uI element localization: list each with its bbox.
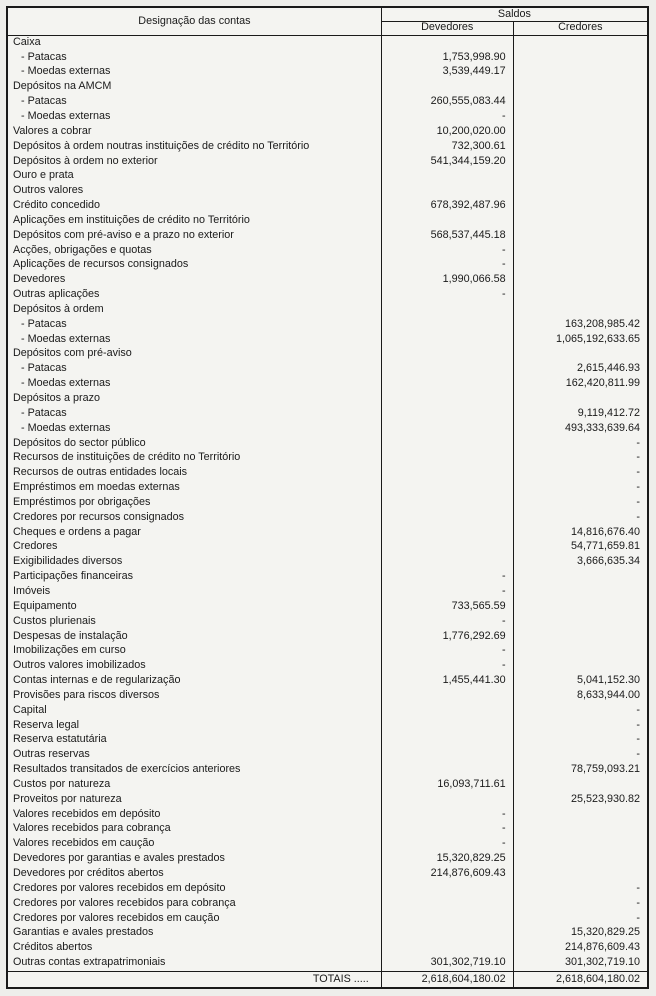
credores-value [513,35,648,50]
devedores-value: 10,200,020.00 [381,124,513,139]
devedores-value [381,332,513,347]
credores-value [513,228,648,243]
account-label: - Patacas [21,95,67,108]
credores-value [513,599,648,614]
credores-value [513,347,648,362]
account-label: Outras contas extrapatrimoniais [13,956,166,969]
credores-value [513,302,648,317]
account-label: Credores por valores recebidos em depósito [13,881,226,894]
account-label: Depósitos do sector público [13,436,146,449]
balance-table [6,6,649,989]
account-label: Cheques e ordens a pagar [13,525,141,538]
credores-value: 14,816,676.40 [513,525,648,540]
devedores-value [381,421,513,436]
credores-value: - [513,703,648,718]
devedores-value: 541,344,159.20 [381,154,513,169]
devedores-value: - [381,614,513,629]
credores-value: - [513,733,648,748]
account-label: - Moedas externas [21,109,111,122]
devedores-value [381,718,513,733]
credores-value: 163,208,985.42 [513,317,648,332]
account-label: - Patacas [21,406,67,419]
account-label: Depósitos a prazo [13,392,101,404]
totals-label: TOTAIS ..... [7,971,381,988]
column-header-credores: Credores [513,21,648,35]
table-row [7,851,648,866]
table-row [7,777,648,792]
credores-value [513,614,648,629]
credores-value: - [513,436,648,451]
credores-value [513,258,648,273]
credores-value: - [513,510,648,525]
account-label: Garantias e avales prestados [13,926,154,939]
devedores-value: 1,455,441.30 [381,673,513,688]
table-row [7,258,648,273]
table-row [7,658,648,673]
credores-value [513,109,648,124]
devedores-value [381,703,513,718]
credores-value [513,273,648,288]
devedores-value [381,451,513,466]
account-label: Valores recebidos em caução [13,837,155,850]
account-label: Depósitos com pré-aviso e a prazo no exterior [13,228,234,241]
account-label: Acções, obrigações e quotas [13,243,152,256]
devedores-value: 732,300.61 [381,139,513,154]
devedores-value [381,376,513,391]
devedores-value [381,495,513,510]
table-row [7,302,648,317]
account-label: Empréstimos em moedas externas [13,481,180,494]
devedores-value: 260,555,083.44 [381,94,513,109]
account-label: Credores por valores recebidos para cobrança [13,896,236,909]
account-label: Despesas de instalação [13,629,128,642]
devedores-value [381,881,513,896]
table-row [7,287,648,302]
table-row [7,629,648,644]
table-row [7,406,648,421]
devedores-value [381,525,513,540]
table-row [7,881,648,896]
devedores-value: 678,392,487.96 [381,198,513,213]
devedores-value: 568,537,445.18 [381,228,513,243]
account-label: Reserva legal [13,718,80,731]
table-row [7,807,648,822]
table-body [7,35,648,971]
column-header-saldos: Saldos [381,7,648,21]
table-row [7,183,648,198]
account-label: Recursos de outras entidades locais [13,466,188,479]
devedores-value: 301,302,719.10 [381,955,513,971]
table-row [7,169,648,184]
account-label: Proveitos por natureza [13,792,122,805]
credores-value [513,65,648,80]
account-label: Reserva estatutária [13,733,107,746]
column-header-designacao: Designação das contas [7,7,381,35]
credores-value [513,777,648,792]
account-label: Valores recebidos para cobrança [13,822,171,835]
account-label: Credores por recursos consignados [13,510,185,523]
table-row [7,940,648,955]
credores-value [513,94,648,109]
credores-value [513,139,648,154]
devedores-value [381,555,513,570]
devedores-value [381,911,513,926]
devedores-value [381,436,513,451]
table-row [7,926,648,941]
account-label: Outros valores imobilizados [13,659,146,672]
devedores-value: 1,753,998.90 [381,50,513,65]
table-header [7,7,648,35]
devedores-value [381,169,513,184]
credores-value: - [513,718,648,733]
table-row [7,495,648,510]
devedores-value [381,317,513,332]
account-label: Capital [13,703,47,716]
table-row [7,421,648,436]
devedores-value [381,926,513,941]
credores-value [513,287,648,302]
table-row [7,213,648,228]
table-row [7,228,648,243]
table-row [7,94,648,109]
devedores-value: 15,320,829.25 [381,851,513,866]
credores-value [513,80,648,95]
account-label: Créditos abertos [13,941,93,954]
table-footer [7,971,648,988]
totals-credores-value: 2,618,604,180.02 [513,971,648,988]
table-row [7,451,648,466]
devedores-value [381,480,513,495]
credores-value: 2,615,446.93 [513,362,648,377]
devedores-value: - [381,243,513,258]
devedores-value: - [381,807,513,822]
account-label: Depósitos com pré-aviso [13,347,132,360]
credores-value: - [513,881,648,896]
account-label: Imóveis [13,584,51,597]
column-header-devedores: Devedores [381,21,513,35]
credores-value [513,851,648,866]
account-label: Ouro e prata [13,169,74,182]
table-row [7,911,648,926]
table-row [7,480,648,495]
devedores-value: - [381,109,513,124]
credores-value: 15,320,829.25 [513,926,648,941]
credores-value [513,822,648,837]
credores-value [513,213,648,228]
credores-value: - [513,911,648,926]
table-row [7,198,648,213]
credores-value [513,807,648,822]
table-row [7,80,648,95]
credores-value [513,658,648,673]
table-row [7,718,648,733]
account-label: Provisões para riscos diversos [13,688,160,701]
credores-value: 8,633,944.00 [513,688,648,703]
credores-value [513,629,648,644]
account-label: Outras aplicações [13,288,100,301]
account-label: - Moedas externas [21,332,111,345]
devedores-value [381,940,513,955]
table-row [7,347,648,362]
devedores-value: - [381,658,513,673]
devedores-value [381,213,513,228]
table-row [7,703,648,718]
table-row [7,792,648,807]
credores-value: 25,523,930.82 [513,792,648,807]
table-row [7,673,648,688]
table-row [7,243,648,258]
devedores-value [381,896,513,911]
devedores-value [381,762,513,777]
table-row [7,733,648,748]
credores-value: 214,876,609.43 [513,940,648,955]
table-row [7,124,648,139]
account-label: Credores [13,540,58,553]
credores-value: - [513,451,648,466]
table-row [7,555,648,570]
credores-value [513,124,648,139]
credores-value [513,183,648,198]
table-row [7,762,648,777]
account-label: - Patacas [21,362,67,375]
devedores-value: 1,776,292.69 [381,629,513,644]
credores-value: 162,420,811.99 [513,376,648,391]
table-row [7,273,648,288]
account-label: Outras reservas [13,748,90,761]
table-row [7,50,648,65]
account-label: Depósitos à ordem no exterior [13,154,158,167]
credores-value [513,584,648,599]
account-label: Devedores por garantias e avales prestados [13,852,225,865]
table-row [7,510,648,525]
table-row [7,362,648,377]
credores-value [513,169,648,184]
credores-value: 78,759,093.21 [513,762,648,777]
account-label: - Patacas [21,317,67,330]
table-row [7,35,648,50]
devedores-value: - [381,287,513,302]
account-label: - Moedas externas [21,65,111,78]
devedores-value [381,688,513,703]
table-row [7,525,648,540]
credores-value: 54,771,659.81 [513,540,648,555]
account-label: Crédito concedido [13,199,101,212]
account-label: - Patacas [21,50,67,63]
account-label: - Moedas externas [21,421,111,434]
devedores-value [381,391,513,406]
account-label: Caixa [13,36,41,48]
devedores-value [381,510,513,525]
credores-value: 5,041,152.30 [513,673,648,688]
table-row [7,822,648,837]
table-row [7,139,648,154]
credores-value [513,644,648,659]
credores-value: 493,333,639.64 [513,421,648,436]
account-label: Aplicações de recursos consignados [13,258,189,271]
account-label: Exigibilidades diversos [13,555,123,568]
devedores-value [381,792,513,807]
table-row [7,317,648,332]
credores-value [513,569,648,584]
account-label: Depósitos na AMCM [13,80,112,93]
devedores-value: - [381,258,513,273]
account-label: Devedores por créditos abertos [13,867,164,879]
devedores-value: 214,876,609.43 [381,866,513,881]
devedores-value [381,35,513,50]
table-row [7,65,648,80]
account-label: Contas internas e de regularização [13,674,181,687]
account-label: Valores recebidos em depósito [13,807,161,820]
credores-value: - [513,495,648,510]
table-row [7,688,648,703]
account-label: Equipamento [13,599,77,612]
account-label: - Moedas externas [21,377,111,390]
credores-value: 301,302,719.10 [513,955,648,971]
table-row [7,866,648,881]
credores-value [513,866,648,881]
credores-value: 9,119,412.72 [513,406,648,421]
devedores-value: - [381,837,513,852]
table-row [7,748,648,763]
credores-value: - [513,896,648,911]
devedores-value: - [381,644,513,659]
table-row [7,584,648,599]
credores-value: - [513,480,648,495]
account-label: Custos plurienais [13,614,96,627]
devedores-value: - [381,584,513,599]
devedores-value [381,80,513,95]
devedores-value: 733,565.59 [381,599,513,614]
table-row [7,837,648,852]
account-label: Recursos de instituições de crédito no Território [13,451,241,464]
credores-value [513,154,648,169]
devedores-value [381,406,513,421]
devedores-value [381,362,513,377]
table-row [7,465,648,480]
credores-value [513,50,648,65]
table-row [7,614,648,629]
account-label: Participações financeiras [13,570,134,583]
totals-row [7,971,648,988]
devedores-value: - [381,569,513,584]
credores-value [513,198,648,213]
credores-value: 3,666,635.34 [513,555,648,570]
credores-value: - [513,465,648,480]
devedores-value [381,302,513,317]
account-label: Credores por valores recebidos em caução [13,911,220,924]
credores-value: 1,065,192,633.65 [513,332,648,347]
devedores-value [381,540,513,555]
devedores-value: - [381,822,513,837]
table-row [7,154,648,169]
table-row [7,109,648,124]
table-row [7,896,648,911]
devedores-value [381,733,513,748]
account-label: Custos por natureza [13,777,111,790]
devedores-value [381,748,513,763]
account-label: Resultados transitados de exercícios anteriores [13,763,241,776]
table-row [7,391,648,406]
table-row [7,955,648,971]
account-label: Valores a cobrar [13,124,92,137]
account-label: Imobilizações em curso [13,644,126,657]
table-row [7,599,648,614]
devedores-value [381,347,513,362]
credores-value: - [513,748,648,763]
account-label: Outros valores [13,184,84,197]
table-row [7,376,648,391]
account-label: Empréstimos por obrigações [13,495,151,508]
table-row [7,644,648,659]
account-label: Depósitos à ordem [13,302,104,315]
table-row [7,332,648,347]
account-label: Devedores [13,273,66,286]
devedores-value: 1,990,066.58 [381,273,513,288]
devedores-value [381,183,513,198]
devedores-value: 16,093,711.61 [381,777,513,792]
table-row [7,436,648,451]
credores-value [513,391,648,406]
table-row [7,540,648,555]
table-row [7,569,648,584]
devedores-value: 3,539,449.17 [381,65,513,80]
totals-devedores-value: 2,618,604,180.02 [381,971,513,988]
account-label: Aplicações em instituições de crédito no Território [13,213,250,226]
credores-value [513,243,648,258]
devedores-value [381,465,513,480]
credores-value [513,837,648,852]
account-label: Depósitos à ordem noutras instituições de crédito no Território [13,139,310,152]
